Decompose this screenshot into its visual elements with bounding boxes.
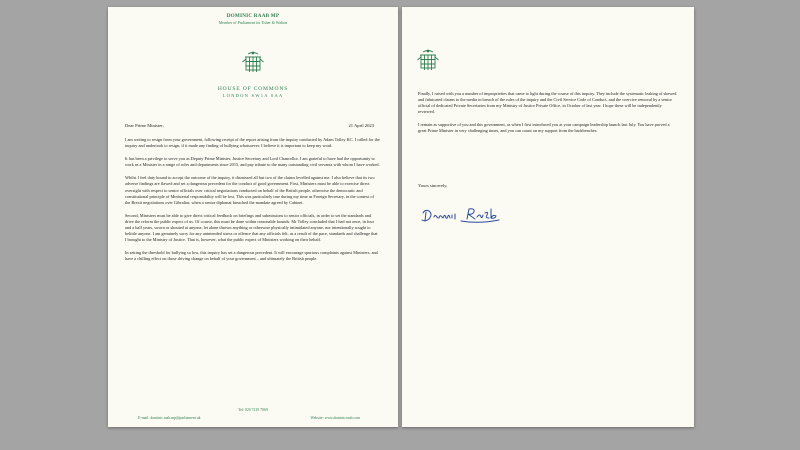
letter-body-page-2 — [418, 91, 678, 142]
letterhead-name: DOMINIC RAAB MP — [226, 13, 280, 19]
signature — [419, 203, 515, 227]
footer-email: E-mail: dominic.raab.mp@parliament.uk — [138, 416, 201, 420]
address-label: LONDON SW1A 0AA — [222, 93, 284, 98]
footer-tel: Tel: 020 7219 7069 — [238, 408, 268, 412]
house-of-commons-label: HOUSE OF COMMONS — [217, 86, 289, 92]
paragraph: It has been a privilege to serve you as Deputy Prime Minister, Justice Secretary and Lord Chancellor. I am grateful to have had the opportunity to work as a Minister in a range of roles and departments since 2015, and pay tribute to the many outstanding civil servants with whom I have worked. — [125, 156, 380, 168]
letter-page-1 — [108, 7, 398, 427]
closing: Yours sincerely, — [418, 183, 448, 188]
footer-website: Website: www.dominicraab.com — [310, 416, 360, 420]
paragraph: I remain as supportive of you and this government, as when I first introduced you at your campaign leadership launch last July. You have proved a great Prime Minister in very challenging times, and you can count on my support from the backbenches. — [418, 122, 670, 134]
salutation: Dear Prime Minister, — [125, 123, 164, 128]
paragraph: I am writing to resign from your government, following receipt of the report arising from the inquiry conducted by Adam Tolley KC. I called for the inquiry and undertook to resign, if it made any finding of bullying whatsoever. I believe it is important to keep my word. — [125, 137, 380, 149]
letter-date: 21 April 2023 — [348, 123, 374, 128]
portcullis-icon — [242, 51, 264, 75]
paragraph: In setting the threshold for bullying so low, this inquiry has set a dangerous precedent. It will encourage spurious complaints against Ministers, and have a chilling effect on those driving change on behalf of your government – and ultimately the British people. — [125, 250, 378, 262]
letterhead-subtitle: Member of Parliament for Esher & Walton — [218, 20, 288, 25]
portcullis-icon — [417, 49, 439, 73]
paragraph: Second, Ministers must be able to give direct critical feedback on briefings and submissions to senior officials, in order to set the standards and drive the reform the public expect of us. Of course, this must be done within reasonable bounds. Mr Tolley concluded that I had not once, in four and a half years, sworn or shouted at anyone, let alone thrown anything or otherwise physically intimidated anyone, nor intentionally sought to belittle anyone. I am genuinely sorry for any unintended stress or offence that any officials felt, as a result of the pace, standards and challenge that I brought to the Ministry of Justice. That is, however, what the public expect of Ministers working on their behalf. — [125, 212, 378, 243]
paragraph: Whilst I feel duty bound to accept the outcome of the inquiry, it dismissed all but two of the claims levelled against me. I also believe that its two adverse findings are flawed and set a dangerous precedent for the conduct of good government. First, Ministers must be able to exercise direct oversight with respect to senior officials over critical negotiations conducted on behalf of the British people, otherwise the democratic and constitutional principle of Ministerial responsibility will be lost. This was particularly true during my time as Foreign Secretary, in the context of the Brexit negotiations over Gibraltar, when a senior diplomat breached the mandate agreed by Cabinet. — [125, 175, 375, 205]
letter-page-2 — [402, 7, 694, 427]
letter-body-page-1 — [125, 137, 380, 270]
paragraph: Finally, I raised with you a number of improprieties that came to light during the course of this inquiry. They include the systematic leaking of skewed and fabricated claims to the media in breach of the rules of the inquiry and the Civil Service Code of Conduct, and the coercive removal by a senior official of dedicated Private Secretaries from my Ministry of Justice Private Office, in October of last year. I hope these will be independently reviewed. — [418, 91, 677, 115]
